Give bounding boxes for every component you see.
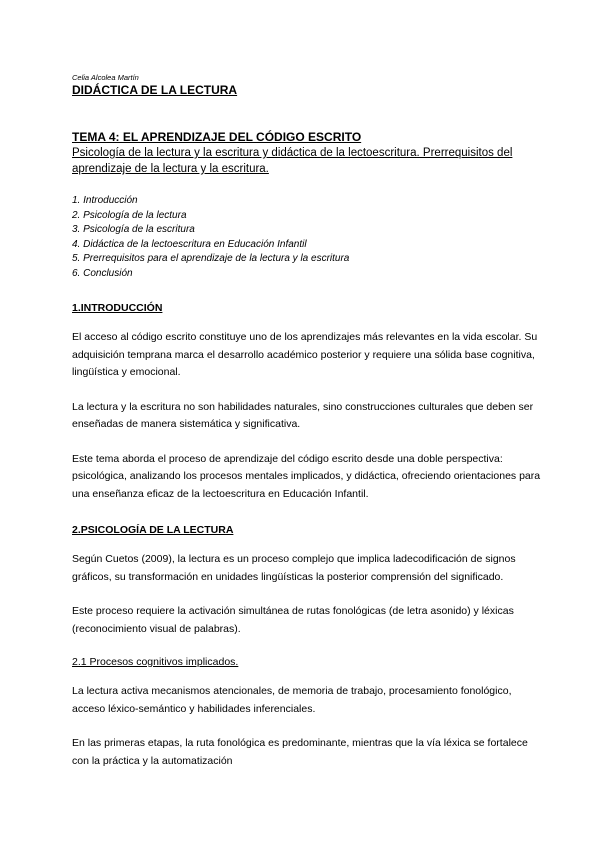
toc-item: 3. Psicología de la escritura (72, 224, 195, 235)
author-name: Celia Alcolea Martín (72, 73, 139, 82)
toc-item: 4. Didáctica de la lectoescritura en Educación Infantil (72, 238, 307, 250)
section-heading-psicologia-lectura: 2.PSICOLOGÍA DE LA LECTURA (72, 524, 234, 536)
toc-item: 5. Prerrequisitos para el aprendizaje de la lectura y la escritura (72, 253, 350, 264)
paragraph: Este tema aborda el proceso de aprendizaje del código escrito desde una doble perspectiva: psicológica, analizando los procesos mentales implicados, y didáctica, ofreciendo orientaciones para una enseñanza eficaz de la lectoescritura en Educación Infantil. (72, 452, 541, 500)
table-of-contents (72, 194, 542, 281)
toc-item: 2. Psicología de la lectura (72, 209, 187, 221)
document-page (72, 73, 542, 770)
tema-title: TEMA 4: EL APRENDIZAJE DEL CÓDIGO ESCRITO (72, 130, 362, 144)
toc-item: 1. Introducción (72, 195, 138, 206)
tema-subtitle: Psicología de la lectura y la escritura y didáctica de la lectoescritura. Prerrequisitos del aprendizaje de la lectura y la escritura. (72, 147, 513, 175)
subsection-heading-procesos-cognitivos: 2.1 Procesos cognitivos implicados. (72, 656, 239, 668)
toc-item: 6. Conclusión (72, 267, 133, 279)
course-title: DIDÁCTICA DE LA LECTURA (72, 83, 238, 97)
paragraph: El acceso al código escrito constituye uno de los aprendizajes más relevantes en la vida escolar. Su adquisición temprana marca el desarrollo académico posterior y requiere una sólida base cognitiva, lingüística y emocional. (72, 331, 538, 378)
paragraph: La lectura activa mecanismos atencionales, de memoria de trabajo, procesamiento fonológico, acceso léxico-semántico y habilidades inferenciales. (72, 685, 512, 715)
paragraph: La lectura y la escritura no son habilidades naturales, sino construcciones culturales que deben ser enseñadas de manera sistemática y significativa. (72, 400, 534, 430)
paragraph: En las primeras etapas, la ruta fonológica es predominante, mientras que la vía léxica se fortalece con la práctica y la automatización (72, 737, 528, 767)
paragraph: Este proceso requiere la activación simultánea de rutas fonológicas (de letra asonido) y léxicas (reconocimiento visual de palabras). (72, 605, 514, 635)
section-heading-introduccion: 1.INTRODUCCIÓN (72, 302, 163, 314)
paragraph: Según Cuetos (2009), la lectura es un proceso complejo que implica ladecodificación de signos gráficos, su transformación en unidades lingüísticas la posterior comprensión del significado. (72, 553, 516, 583)
